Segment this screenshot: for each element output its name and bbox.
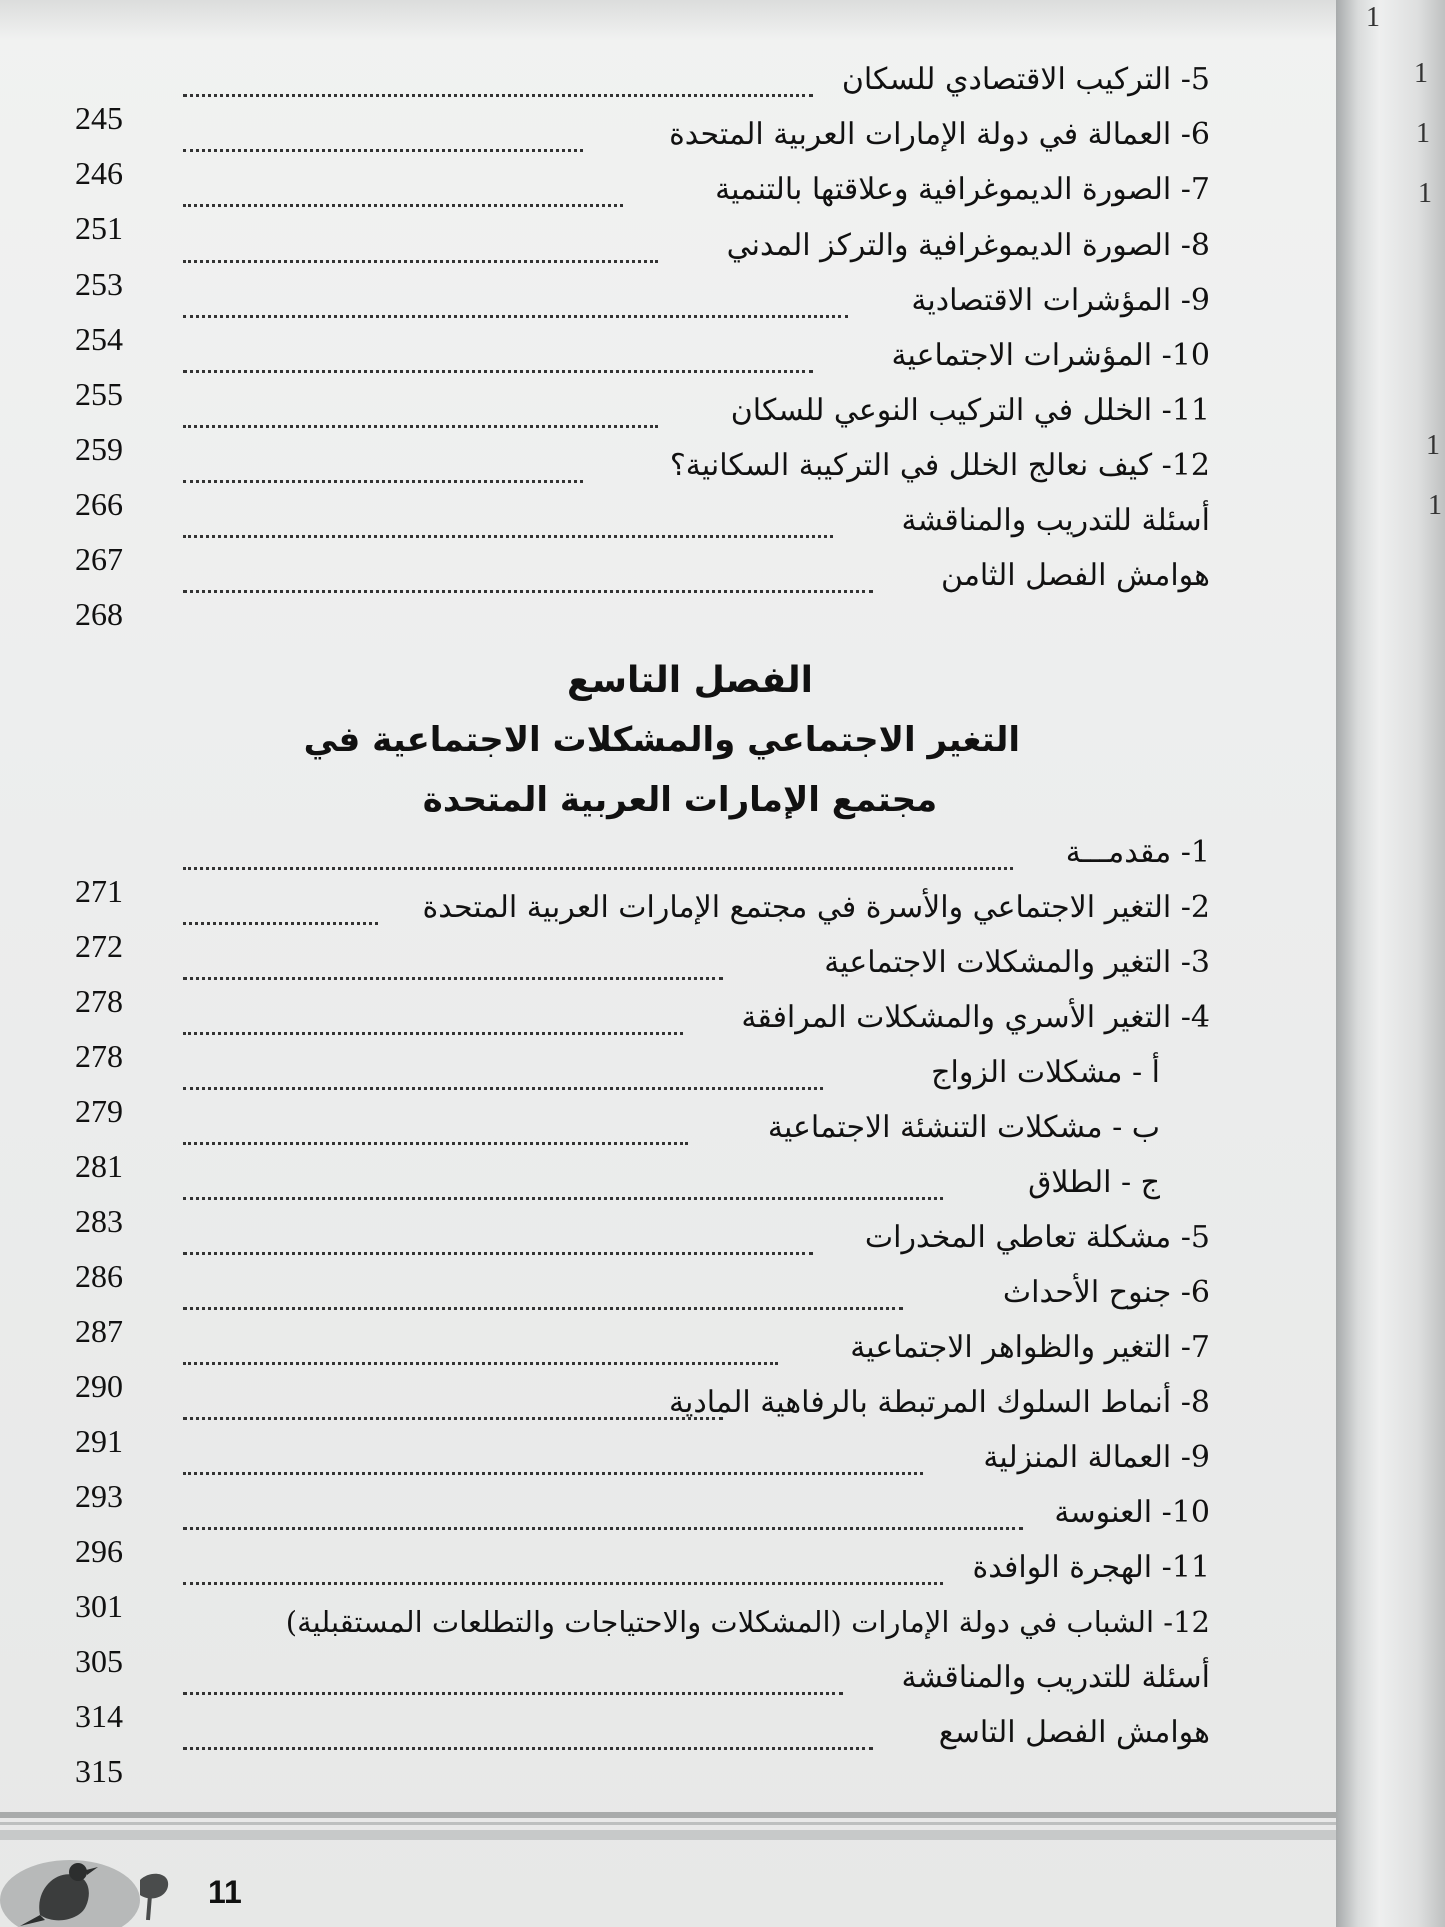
toc-page-number: 278 xyxy=(75,1038,123,1074)
dot-leader xyxy=(183,912,378,925)
toc-entry-title: 4- التغير الأسري والمشكلات المرافقة xyxy=(741,1000,1210,1035)
dot-leader xyxy=(183,857,1013,870)
dot-leader xyxy=(183,1517,1023,1530)
dot-leader xyxy=(183,1022,683,1035)
dot-leader xyxy=(183,1352,778,1365)
dot-leader xyxy=(183,1682,843,1695)
next-page-fragment: 1 xyxy=(1416,118,1430,149)
dot-leader xyxy=(183,1132,688,1145)
dot-leader xyxy=(183,580,873,593)
toc-entry-title: 9- العمالة المنزلية xyxy=(983,1440,1210,1475)
toc-page-number: 271 xyxy=(75,873,123,909)
dot-leader xyxy=(183,1297,903,1310)
toc-entry-title: 5- مشكلة تعاطي المخدرات xyxy=(864,1220,1210,1255)
footer-stripe xyxy=(0,1822,1336,1825)
toc-entry-title: 6- العمالة في دولة الإمارات العربية المتحدة xyxy=(669,117,1210,152)
toc-page-number: 315 xyxy=(75,1753,123,1789)
dot-leader xyxy=(183,1407,723,1420)
toc-page-number: 268 xyxy=(75,596,123,632)
toc-entry-title: ب - مشكلات التنشئة الاجتماعية xyxy=(767,1110,1160,1145)
toc-entry-title: 7- التغير والظواهر الاجتماعية xyxy=(850,1330,1210,1365)
toc-entry-title: 11- الخلل في التركيب النوعي للسكان xyxy=(730,393,1210,428)
toc-entry-title: 7- الصورة الديموغرافية وعلاقتها بالتنمية xyxy=(715,172,1210,207)
toc-page-number: 267 xyxy=(75,541,123,577)
toc-page-number: 305 xyxy=(75,1643,123,1679)
toc-page-number: 246 xyxy=(75,155,123,191)
page-number: 11 xyxy=(208,1874,242,1910)
dot-leader xyxy=(183,139,583,152)
toc-entry-title: 8- أنماط السلوك المرتبطة بالرفاهية المادية xyxy=(668,1385,1210,1420)
dot-leader xyxy=(183,1242,813,1255)
dot-leader xyxy=(183,525,833,538)
toc-page-number: 314 xyxy=(75,1698,123,1734)
dot-leader xyxy=(183,1737,873,1750)
footer-band xyxy=(0,1810,1336,1850)
toc-entry-title: 5- التركيب الاقتصادي للسكان xyxy=(841,62,1210,97)
toc-page-number: 279 xyxy=(75,1093,123,1129)
toc-page-number: 286 xyxy=(75,1258,123,1294)
dot-leader xyxy=(183,415,658,428)
toc-page-number: 293 xyxy=(75,1478,123,1514)
bird-illustration-icon xyxy=(0,1820,200,1927)
next-page-fragment: 1 xyxy=(1426,430,1440,461)
toc-page-number: 291 xyxy=(75,1423,123,1459)
toc-page-number: 259 xyxy=(75,431,123,467)
toc-page-number: 290 xyxy=(75,1368,123,1404)
next-page-fragment: 1 xyxy=(1414,58,1428,89)
dot-leader xyxy=(183,1077,823,1090)
toc-page-number: 255 xyxy=(75,376,123,412)
dot-leader xyxy=(183,1462,923,1475)
toc-entry-title: 6- جنوح الأحداث xyxy=(1002,1275,1210,1310)
chapter-title-line-1: التغير الاجتماعي والمشكلات الاجتماعية في xyxy=(303,720,1020,760)
chapter-title-line-2: مجتمع الإمارات العربية المتحدة xyxy=(422,780,938,820)
dot-leader xyxy=(183,1187,943,1200)
dot-leader xyxy=(183,1572,943,1585)
dot-leader xyxy=(183,250,658,263)
toc-page-number: 254 xyxy=(75,321,123,357)
toc-page-number: 296 xyxy=(75,1533,123,1569)
toc-entry-title: 9- المؤشرات الاقتصادية xyxy=(911,283,1210,318)
toc-entry-title: هوامش الفصل التاسع xyxy=(938,1715,1210,1750)
toc-entry-title: 8- الصورة الديموغرافية والتركز المدني xyxy=(726,228,1210,263)
toc-entry-title: 10- المؤشرات الاجتماعية xyxy=(891,338,1210,373)
toc-entry-title: 10- العنوسة xyxy=(1054,1495,1210,1530)
dot-leader xyxy=(183,360,813,373)
toc-page-number: 278 xyxy=(75,983,123,1019)
toc-page-number: 287 xyxy=(75,1313,123,1349)
chapter-label: الفصل التاسع xyxy=(567,660,813,701)
next-page-fragment: 1 xyxy=(1428,490,1442,521)
toc-entry-title: 12- الشباب في دولة الإمارات (المشكلات والاحتياجات والتطلعات المستقبلية) xyxy=(285,1605,1210,1639)
toc-entry-title: أسئلة للتدريب والمناقشة xyxy=(901,1660,1210,1695)
toc-entry-title: 3- التغير والمشكلات الاجتماعية xyxy=(824,945,1210,980)
toc-page-number: 301 xyxy=(75,1588,123,1624)
toc-page-number: 266 xyxy=(75,486,123,522)
dot-leader xyxy=(183,194,623,207)
dot-leader xyxy=(183,305,848,318)
toc-page-number: 251 xyxy=(75,210,123,246)
toc-entry-title: أ - مشكلات الزواج xyxy=(931,1055,1160,1090)
footer-stripe xyxy=(0,1830,1336,1840)
next-page-fragment: 1 xyxy=(1366,2,1380,33)
toc-entry-title: 2- التغير الاجتماعي والأسرة في مجتمع الإمارات العربية المتحدة xyxy=(422,890,1210,925)
dot-leader xyxy=(183,967,723,980)
toc-entry-title: أسئلة للتدريب والمناقشة xyxy=(901,503,1210,538)
dot-leader xyxy=(183,470,583,483)
toc-entry-title: هوامش الفصل الثامن xyxy=(940,558,1210,593)
toc-page-number: 245 xyxy=(75,100,123,136)
toc-page-number: 253 xyxy=(75,266,123,302)
next-page-fragment: 1 xyxy=(1418,178,1432,209)
toc-entry-title: 12- كيف نعالج الخلل في التركيبة السكانية؟ xyxy=(669,448,1210,483)
toc-entry-title: ج - الطلاق xyxy=(1028,1165,1160,1200)
footer-stripe xyxy=(0,1812,1336,1818)
dot-leader xyxy=(183,84,813,97)
toc-page-number: 281 xyxy=(75,1148,123,1184)
toc-page-number: 272 xyxy=(75,928,123,964)
next-page-edge xyxy=(1336,0,1445,1927)
toc-entry-title: 11- الهجرة الوافدة xyxy=(972,1550,1210,1585)
toc-page-number: 283 xyxy=(75,1203,123,1239)
toc-entry-title: 1- مقدمـــة xyxy=(1065,835,1210,870)
